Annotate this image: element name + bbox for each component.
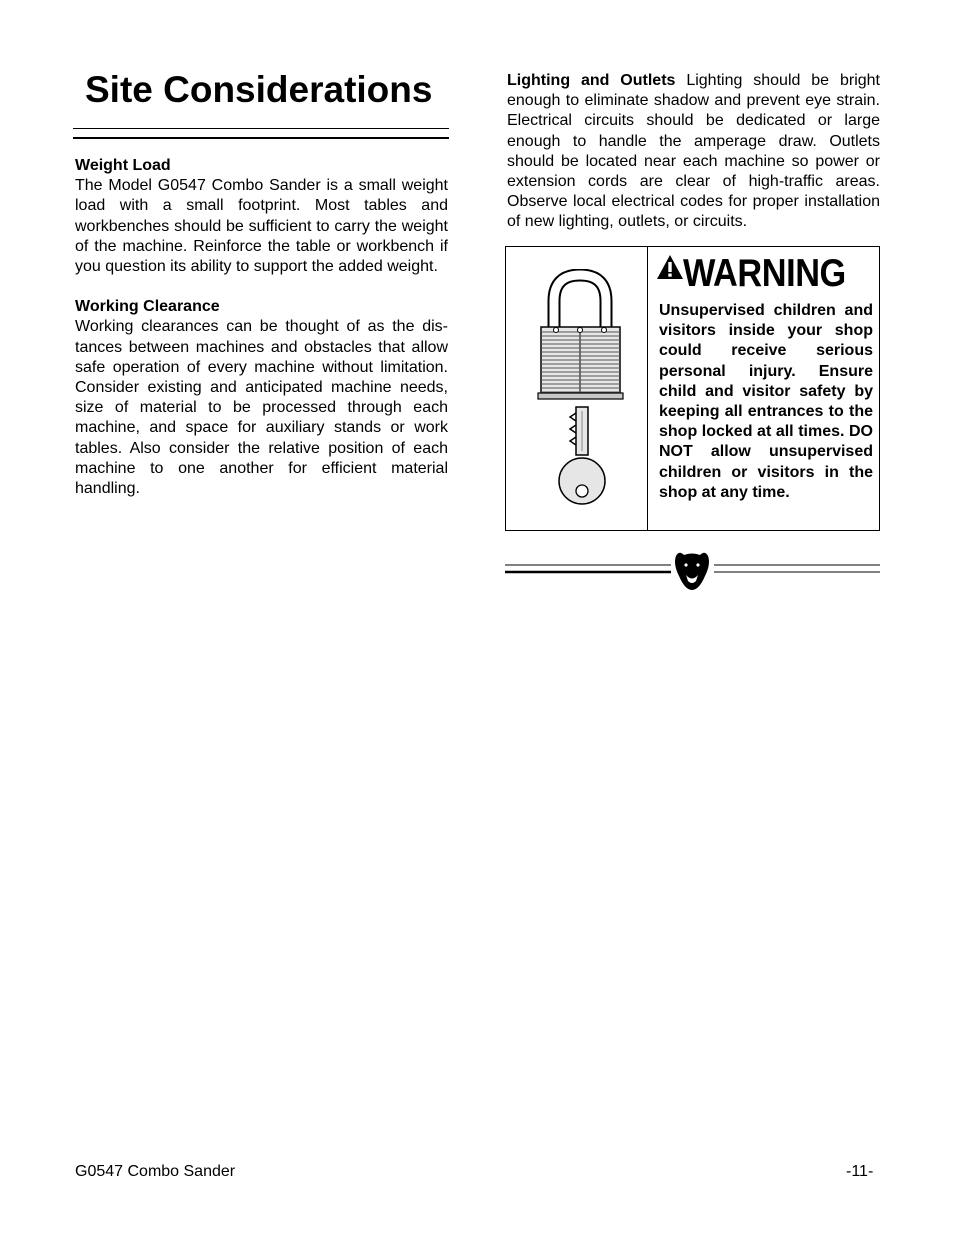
warning-box [505,246,880,531]
title-rule [73,137,449,139]
working-clearance-heading: Working Clearance [75,298,220,316]
title-rule [73,128,449,129]
page-number: -11- [846,1163,874,1180]
lighting-heading: Lighting and Outlets [507,72,676,89]
warning-label: WARNING [683,252,846,295]
lighting-paragraph [507,71,880,233]
lighting-body: Lighting should be bright enough to eliminate shadow and prevent eye strain. Electrical circuits should be dedicated or large enough to handle the amperage draw. Outlets should be located near each machine so power or extension cords are clear of high-traffic areas. Observe local electrical codes for proper installation of new lighting, outlets, or circuits. [507,72,880,231]
bear-logo-icon [675,553,709,590]
right-column [507,71,880,233]
weight-load-body: The Model G0547 Combo Sander is a small weight load with a small footprint. Most tables and workbenches should be sufficient to carry the weight of the machine. Reinforce the table or workbench if you question its ability to support the added weight. [75,177,448,276]
warning-divider [647,247,648,530]
section-end-ornament [505,548,880,593]
weight-load-heading: Weight Load [75,157,171,174]
page-title: Site Considerations [85,69,433,110]
warning-text: Unsupervised children and visitors inside your shop could receive serious personal injury. Ensure child and visitor safety by keeping all entrances to the shop locked at all times. DO NOT allow unsupervised children or visitors in the shop at any time. [659,302,873,501]
left-column [75,156,448,499]
key-icon [554,405,610,511]
footer-model: G0547 Combo Sander [75,1163,236,1180]
warning-triangle-icon [656,253,684,281]
working-clearance-body: Working clearances can be thought of as the distances between machines and obstacles that allow safe operation of every machine without limitation. Consider existing and anticipated machine needs, size of material to be processed through each machine, and space for auxiliary stands or work tables. Also consider the relative position of each machine to one another for efficient material handling. [75,318,448,498]
